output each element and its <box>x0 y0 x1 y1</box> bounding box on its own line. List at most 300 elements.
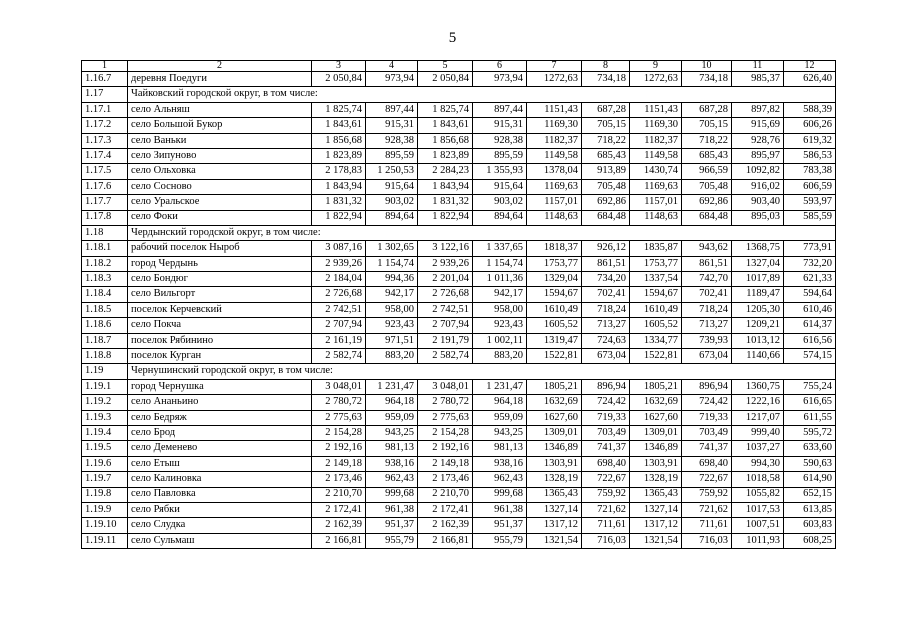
value-cell: 2 172,41 <box>312 502 366 517</box>
value-cell: 2 162,39 <box>312 518 366 533</box>
value-cell: 1328,19 <box>527 472 582 487</box>
row-code: 1.17.5 <box>82 164 128 179</box>
value-cell: 685,43 <box>582 148 630 163</box>
settlement-name: село Бедряж <box>128 410 312 425</box>
value-cell: 1 250,53 <box>366 164 418 179</box>
value-cell: 614,37 <box>784 318 836 333</box>
row-code: 1.18.4 <box>82 287 128 302</box>
value-cell: 1430,74 <box>630 164 682 179</box>
value-cell: 2 582,74 <box>312 349 366 364</box>
settlement-name: село Ананьино <box>128 395 312 410</box>
value-cell: 719,33 <box>582 410 630 425</box>
value-cell: 1182,37 <box>630 133 682 148</box>
row-code: 1.19.10 <box>82 518 128 533</box>
value-cell: 1055,82 <box>732 487 784 502</box>
row-code: 1.17.1 <box>82 102 128 117</box>
value-cell: 913,89 <box>582 164 630 179</box>
table-row <box>82 133 836 148</box>
value-cell: 1605,52 <box>527 318 582 333</box>
value-cell: 2 149,18 <box>418 456 473 471</box>
value-cell: 1835,87 <box>630 241 682 256</box>
settlement-name: село Етыш <box>128 456 312 471</box>
value-cell: 2 775,63 <box>312 410 366 425</box>
value-cell: 2 707,94 <box>418 318 473 333</box>
value-cell: 718,22 <box>582 133 630 148</box>
table-row <box>82 195 836 210</box>
table-body <box>82 61 836 549</box>
value-cell: 1753,77 <box>527 256 582 271</box>
value-cell: 1 823,89 <box>418 148 473 163</box>
row-code: 1.19.11 <box>82 533 128 548</box>
value-cell: 2 201,04 <box>418 272 473 287</box>
value-cell: 942,17 <box>473 287 527 302</box>
value-cell: 616,65 <box>784 395 836 410</box>
value-cell: 915,31 <box>366 118 418 133</box>
value-cell: 896,94 <box>582 379 630 394</box>
value-cell: 1 355,93 <box>473 164 527 179</box>
row-code: 1.17.7 <box>82 195 128 210</box>
value-cell: 1217,07 <box>732 410 784 425</box>
value-cell: 1327,04 <box>732 256 784 271</box>
row-code: 1.18.3 <box>82 272 128 287</box>
table-row <box>82 179 836 194</box>
value-cell: 959,09 <box>473 410 527 425</box>
value-cell: 1157,01 <box>630 195 682 210</box>
value-cell: 2 166,81 <box>418 533 473 548</box>
row-code: 1.18.6 <box>82 318 128 333</box>
table-row <box>82 333 836 348</box>
value-cell: 883,20 <box>366 349 418 364</box>
value-cell: 1805,21 <box>527 379 582 394</box>
column-header: 9 <box>630 61 682 72</box>
value-cell: 718,24 <box>682 302 732 317</box>
table-row <box>82 502 836 517</box>
value-cell: 2 742,51 <box>312 302 366 317</box>
value-cell: 1365,43 <box>527 487 582 502</box>
value-cell: 702,41 <box>682 287 732 302</box>
row-code: 1.17.6 <box>82 179 128 194</box>
section-title: Чайковский городской округ, в том числе: <box>128 87 836 102</box>
value-cell: 773,91 <box>784 241 836 256</box>
value-cell: 718,22 <box>682 133 732 148</box>
value-cell: 2 154,28 <box>418 425 473 440</box>
settlement-name: село Брод <box>128 425 312 440</box>
settlement-name: поселок Рябинино <box>128 333 312 348</box>
value-cell: 955,79 <box>366 533 418 548</box>
value-cell: 724,42 <box>682 395 732 410</box>
value-cell: 1157,01 <box>527 195 582 210</box>
value-cell: 2 184,04 <box>312 272 366 287</box>
value-cell: 1317,12 <box>630 518 682 533</box>
row-code: 1.19.3 <box>82 410 128 425</box>
value-cell: 861,51 <box>582 256 630 271</box>
settlement-name: село Бондюг <box>128 272 312 287</box>
value-cell: 1 843,94 <box>418 179 473 194</box>
table-row <box>82 148 836 163</box>
value-cell: 2 726,68 <box>312 287 366 302</box>
column-header: 12 <box>784 61 836 72</box>
value-cell: 588,39 <box>784 102 836 117</box>
value-cell: 1 302,65 <box>366 241 418 256</box>
table-row <box>82 425 836 440</box>
value-cell: 2 780,72 <box>312 395 366 410</box>
value-cell: 719,33 <box>682 410 732 425</box>
value-cell: 897,44 <box>366 102 418 117</box>
row-code: 1.19.1 <box>82 379 128 394</box>
table-row <box>82 302 836 317</box>
value-cell: 938,16 <box>366 456 418 471</box>
value-cell: 595,72 <box>784 425 836 440</box>
value-cell: 2 707,94 <box>312 318 366 333</box>
value-cell: 742,70 <box>682 272 732 287</box>
value-cell: 2 775,63 <box>418 410 473 425</box>
value-cell: 755,24 <box>784 379 836 394</box>
section-row <box>82 364 836 379</box>
value-cell: 2 210,70 <box>312 487 366 502</box>
value-cell: 734,18 <box>582 72 630 87</box>
settlement-name: город Чернушка <box>128 379 312 394</box>
table-row <box>82 256 836 271</box>
settlement-name: поселок Керчевский <box>128 302 312 317</box>
value-cell: 741,37 <box>682 441 732 456</box>
value-cell: 603,83 <box>784 518 836 533</box>
value-cell: 1 843,94 <box>312 179 366 194</box>
value-cell: 759,92 <box>582 487 630 502</box>
value-cell: 883,20 <box>473 349 527 364</box>
value-cell: 928,38 <box>473 133 527 148</box>
value-cell: 711,61 <box>682 518 732 533</box>
value-cell: 705,48 <box>582 179 630 194</box>
value-cell: 619,32 <box>784 133 836 148</box>
row-code: 1.18.5 <box>82 302 128 317</box>
value-cell: 1169,63 <box>630 179 682 194</box>
column-header: 4 <box>366 61 418 72</box>
value-cell: 724,42 <box>582 395 630 410</box>
value-cell: 2 780,72 <box>418 395 473 410</box>
row-code: 1.17.2 <box>82 118 128 133</box>
column-header: 3 <box>312 61 366 72</box>
value-cell: 1337,54 <box>630 272 682 287</box>
value-cell: 2 726,68 <box>418 287 473 302</box>
value-cell: 1627,60 <box>527 410 582 425</box>
value-cell: 685,43 <box>682 148 732 163</box>
row-code: 1.19.7 <box>82 472 128 487</box>
settlement-name: город Чердынь <box>128 256 312 271</box>
table-row <box>82 102 836 117</box>
value-cell: 958,00 <box>473 302 527 317</box>
column-header: 11 <box>732 61 784 72</box>
value-cell: 1805,21 <box>630 379 682 394</box>
value-cell: 896,94 <box>682 379 732 394</box>
value-cell: 928,38 <box>366 133 418 148</box>
value-cell: 1327,14 <box>630 502 682 517</box>
column-header: 6 <box>473 61 527 72</box>
settlement-name: село Рябки <box>128 502 312 517</box>
row-code: 1.18.1 <box>82 241 128 256</box>
value-cell: 994,30 <box>732 456 784 471</box>
value-cell: 943,25 <box>366 425 418 440</box>
column-header: 10 <box>682 61 732 72</box>
row-code: 1.19.9 <box>82 502 128 517</box>
value-cell: 962,43 <box>366 472 418 487</box>
value-cell: 611,55 <box>784 410 836 425</box>
value-cell: 2 166,81 <box>312 533 366 548</box>
value-cell: 1 154,74 <box>473 256 527 271</box>
value-cell: 1148,63 <box>630 210 682 225</box>
value-cell: 916,02 <box>732 179 784 194</box>
value-cell: 981,13 <box>366 441 418 456</box>
value-cell: 724,63 <box>582 333 630 348</box>
value-cell: 894,64 <box>366 210 418 225</box>
value-cell: 684,48 <box>682 210 732 225</box>
value-cell: 897,44 <box>473 102 527 117</box>
value-cell: 684,48 <box>582 210 630 225</box>
value-cell: 1522,81 <box>527 349 582 364</box>
value-cell: 711,61 <box>582 518 630 533</box>
section-row <box>82 87 836 102</box>
value-cell: 1378,04 <box>527 164 582 179</box>
value-cell: 985,37 <box>732 72 784 87</box>
value-cell: 626,40 <box>784 72 836 87</box>
value-cell: 915,64 <box>473 179 527 194</box>
value-cell: 716,03 <box>682 533 732 548</box>
value-cell: 1317,12 <box>527 518 582 533</box>
value-cell: 716,03 <box>582 533 630 548</box>
value-cell: 915,69 <box>732 118 784 133</box>
value-cell: 1148,63 <box>527 210 582 225</box>
row-code: 1.16.7 <box>82 72 128 87</box>
value-cell: 951,37 <box>473 518 527 533</box>
settlement-name: поселок Курган <box>128 349 312 364</box>
value-cell: 3 122,16 <box>418 241 473 256</box>
value-cell: 1632,69 <box>630 395 682 410</box>
value-cell: 721,62 <box>682 502 732 517</box>
value-cell: 759,92 <box>682 487 732 502</box>
value-cell: 961,38 <box>366 502 418 517</box>
value-cell: 895,59 <box>473 148 527 163</box>
value-cell: 2 192,16 <box>418 441 473 456</box>
table-row <box>82 395 836 410</box>
value-cell: 608,25 <box>784 533 836 548</box>
value-cell: 2 173,46 <box>312 472 366 487</box>
value-cell: 1 856,68 <box>418 133 473 148</box>
value-cell: 705,15 <box>682 118 732 133</box>
value-cell: 705,15 <box>582 118 630 133</box>
value-cell: 585,59 <box>784 210 836 225</box>
value-cell: 698,40 <box>682 456 732 471</box>
settlement-name: село Деменево <box>128 441 312 456</box>
value-cell: 894,64 <box>473 210 527 225</box>
value-cell: 1140,66 <box>732 349 784 364</box>
value-cell: 981,13 <box>473 441 527 456</box>
value-cell: 1272,63 <box>630 72 682 87</box>
value-cell: 1334,77 <box>630 333 682 348</box>
value-cell: 943,62 <box>682 241 732 256</box>
value-cell: 741,37 <box>582 441 630 456</box>
value-cell: 1013,12 <box>732 333 784 348</box>
value-cell: 1 154,74 <box>366 256 418 271</box>
row-code: 1.19 <box>82 364 128 379</box>
value-cell: 1522,81 <box>630 349 682 364</box>
value-cell: 1328,19 <box>630 472 682 487</box>
value-cell: 915,64 <box>366 179 418 194</box>
value-cell: 999,68 <box>366 487 418 502</box>
value-cell: 718,24 <box>582 302 630 317</box>
column-header: 7 <box>527 61 582 72</box>
value-cell: 1018,58 <box>732 472 784 487</box>
value-cell: 1605,52 <box>630 318 682 333</box>
value-cell: 1151,43 <box>630 102 682 117</box>
value-cell: 1 337,65 <box>473 241 527 256</box>
row-code: 1.19.6 <box>82 456 128 471</box>
value-cell: 2 192,16 <box>312 441 366 456</box>
value-cell: 915,31 <box>473 118 527 133</box>
value-cell: 926,12 <box>582 241 630 256</box>
table-row <box>82 518 836 533</box>
value-cell: 2 172,41 <box>418 502 473 517</box>
table-row <box>82 118 836 133</box>
table-row <box>82 533 836 548</box>
value-cell: 692,86 <box>682 195 732 210</box>
value-cell: 1627,60 <box>630 410 682 425</box>
value-cell: 594,64 <box>784 287 836 302</box>
value-cell: 610,46 <box>784 302 836 317</box>
value-cell: 1169,30 <box>630 118 682 133</box>
row-code: 1.17.8 <box>82 210 128 225</box>
value-cell: 1 002,11 <box>473 333 527 348</box>
value-cell: 606,26 <box>784 118 836 133</box>
value-cell: 1 231,47 <box>473 379 527 394</box>
settlement-name: село Сосново <box>128 179 312 194</box>
value-cell: 739,93 <box>682 333 732 348</box>
row-code: 1.18.2 <box>82 256 128 271</box>
value-cell: 1309,01 <box>527 425 582 440</box>
value-cell: 955,79 <box>473 533 527 548</box>
row-code: 1.19.8 <box>82 487 128 502</box>
value-cell: 1 856,68 <box>312 133 366 148</box>
value-cell: 1346,89 <box>527 441 582 456</box>
value-cell: 903,02 <box>366 195 418 210</box>
value-cell: 2 582,74 <box>418 349 473 364</box>
row-code: 1.18.7 <box>82 333 128 348</box>
value-cell: 903,40 <box>732 195 784 210</box>
value-cell: 1169,30 <box>527 118 582 133</box>
value-cell: 703,49 <box>682 425 732 440</box>
value-cell: 961,38 <box>473 502 527 517</box>
settlement-name: село Павловка <box>128 487 312 502</box>
settlement-name: село Большой Букор <box>128 118 312 133</box>
value-cell: 633,60 <box>784 441 836 456</box>
value-cell: 2 742,51 <box>418 302 473 317</box>
value-cell: 2 050,84 <box>418 72 473 87</box>
value-cell: 1017,53 <box>732 502 784 517</box>
value-cell: 1011,93 <box>732 533 784 548</box>
table-header-row <box>82 61 836 72</box>
value-cell: 673,04 <box>682 349 732 364</box>
value-cell: 1151,43 <box>527 102 582 117</box>
value-cell: 2 161,19 <box>312 333 366 348</box>
value-cell: 1149,58 <box>630 148 682 163</box>
value-cell: 2 178,83 <box>312 164 366 179</box>
value-cell: 783,38 <box>784 164 836 179</box>
value-cell: 2 191,79 <box>418 333 473 348</box>
value-cell: 2 939,26 <box>312 256 366 271</box>
row-code: 1.19.4 <box>82 425 128 440</box>
table-row <box>82 410 836 425</box>
settlement-name: село Покча <box>128 318 312 333</box>
column-header: 8 <box>582 61 630 72</box>
value-cell: 1 823,89 <box>312 148 366 163</box>
value-cell: 895,59 <box>366 148 418 163</box>
value-cell: 3 048,01 <box>418 379 473 394</box>
value-cell: 958,00 <box>366 302 418 317</box>
table-row <box>82 456 836 471</box>
value-cell: 1037,27 <box>732 441 784 456</box>
value-cell: 1 843,61 <box>312 118 366 133</box>
value-cell: 722,67 <box>682 472 732 487</box>
settlement-name: село Фоки <box>128 210 312 225</box>
value-cell: 713,27 <box>582 318 630 333</box>
value-cell: 1818,37 <box>527 241 582 256</box>
page-number: 5 <box>448 30 457 46</box>
table-row <box>82 379 836 394</box>
value-cell: 861,51 <box>682 256 732 271</box>
value-cell: 1321,54 <box>527 533 582 548</box>
value-cell: 2 284,23 <box>418 164 473 179</box>
value-cell: 1007,51 <box>732 518 784 533</box>
row-code: 1.18.8 <box>82 349 128 364</box>
value-cell: 999,68 <box>473 487 527 502</box>
value-cell: 1222,16 <box>732 395 784 410</box>
value-cell: 999,40 <box>732 425 784 440</box>
settlement-name: село Ольховка <box>128 164 312 179</box>
value-cell: 1365,43 <box>630 487 682 502</box>
value-cell: 713,27 <box>682 318 732 333</box>
table-row <box>82 349 836 364</box>
value-cell: 959,09 <box>366 410 418 425</box>
value-cell: 3 087,16 <box>312 241 366 256</box>
value-cell: 1360,75 <box>732 379 784 394</box>
table-row <box>82 441 836 456</box>
table-row <box>82 72 836 87</box>
row-code: 1.17.4 <box>82 148 128 163</box>
value-cell: 942,17 <box>366 287 418 302</box>
row-code: 1.19.2 <box>82 395 128 410</box>
value-cell: 966,59 <box>682 164 732 179</box>
value-cell: 1169,63 <box>527 179 582 194</box>
value-cell: 1753,77 <box>630 256 682 271</box>
value-cell: 928,76 <box>732 133 784 148</box>
settlement-name: село Уральское <box>128 195 312 210</box>
section-title: Чернушинский городской округ, в том числе: <box>128 364 836 379</box>
value-cell: 1610,49 <box>527 302 582 317</box>
table-row <box>82 272 836 287</box>
value-cell: 1189,47 <box>732 287 784 302</box>
value-cell: 698,40 <box>582 456 630 471</box>
table-row <box>82 472 836 487</box>
value-cell: 1 831,32 <box>418 195 473 210</box>
value-cell: 2 154,28 <box>312 425 366 440</box>
value-cell: 923,43 <box>473 318 527 333</box>
value-cell: 994,36 <box>366 272 418 287</box>
tariff-table <box>81 60 836 549</box>
row-code: 1.19.5 <box>82 441 128 456</box>
value-cell: 1 011,36 <box>473 272 527 287</box>
value-cell: 1594,67 <box>527 287 582 302</box>
value-cell: 702,41 <box>582 287 630 302</box>
value-cell: 3 048,01 <box>312 379 366 394</box>
value-cell: 973,94 <box>366 72 418 87</box>
